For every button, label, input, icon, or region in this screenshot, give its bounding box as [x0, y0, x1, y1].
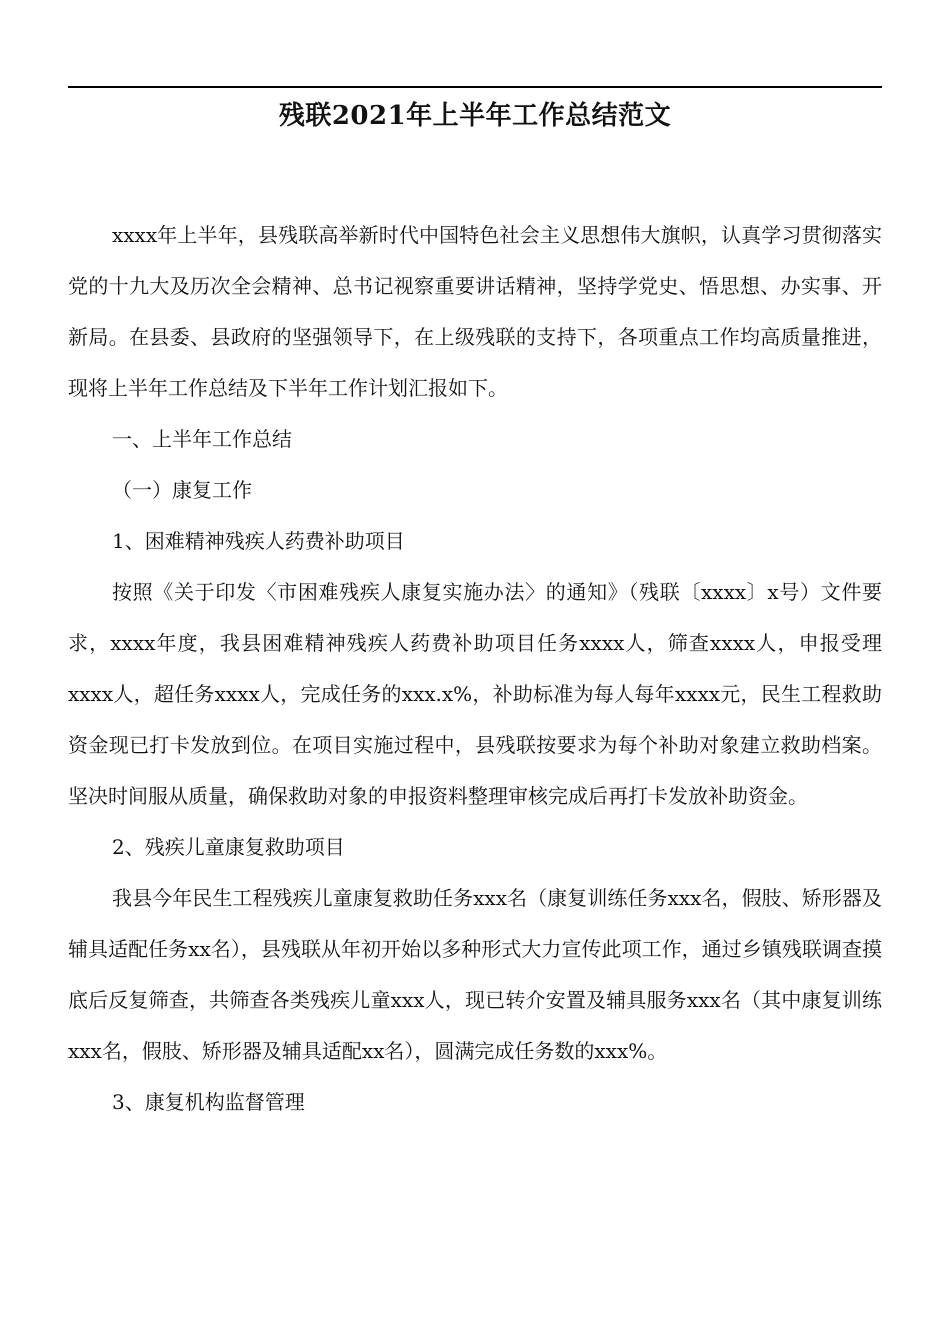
subsection-heading-rehab: （一）康复工作	[112, 478, 252, 502]
document-title: 残联2021年上半年工作总结范文	[278, 101, 672, 131]
item-body-2: 我县今年民生工程残疾儿童康复救助任务xxx名（康复训练任务xxx名，假肢、矫形器及辅具适配任务xx名），县残联从年初开始以多种形式大力宣传此项工作，通过乡镇残联调查摸底后反复筛查，共筛查各类残疾儿童xxx人，现已转介安置及辅具服务xxx名（其中康复训练xxx名，假肢、矫形器及辅具适配xx名），圆满完成任务数的xxx%。	[68, 886, 882, 1063]
document-body	[68, 210, 882, 1128]
item-body-1: 按照《关于印发〈市困难残疾人康复实施办法〉的通知》（残联〔xxxx〕x号）文件要求，xxxx年度，我县困难精神残疾人药费补助项目任务xxxx人，筛查xxxx人，申报受理xxxx人，超任务xxxx人，完成任务的xxx.x%，补助标准为每人每年xxxx元，民生工程救助资金现已打卡发放到位。在项目实施过程中，县残联按要求为每个补助对象建立救助档案。坚决时间服从质量，确保救助对象的申报资料整理审核完成后再打卡发放补助资金。	[68, 580, 882, 808]
item-heading-2: 2、残疾儿童康复救助项目	[112, 835, 345, 859]
header-rule	[68, 86, 882, 88]
item-heading-1: 1、困难精神残疾人药费补助项目	[112, 529, 405, 553]
item-heading-3: 3、康复机构监督管理	[112, 1090, 305, 1114]
intro-paragraph: xxxx年上半年，县残联高举新时代中国特色社会主义思想伟大旗帜，认真学习贯彻落实党的十九大及历次全会精神、总书记视察重要讲话精神，坚持学党史、悟思想、办实事、开新局。在县委、县政府的坚强领导下，在上级残联的支持下，各项重点工作均高质量推进，现将上半年工作总结及下半年工作计划汇报如下。	[68, 223, 882, 400]
section-heading-1: 一、上半年工作总结	[112, 427, 292, 451]
